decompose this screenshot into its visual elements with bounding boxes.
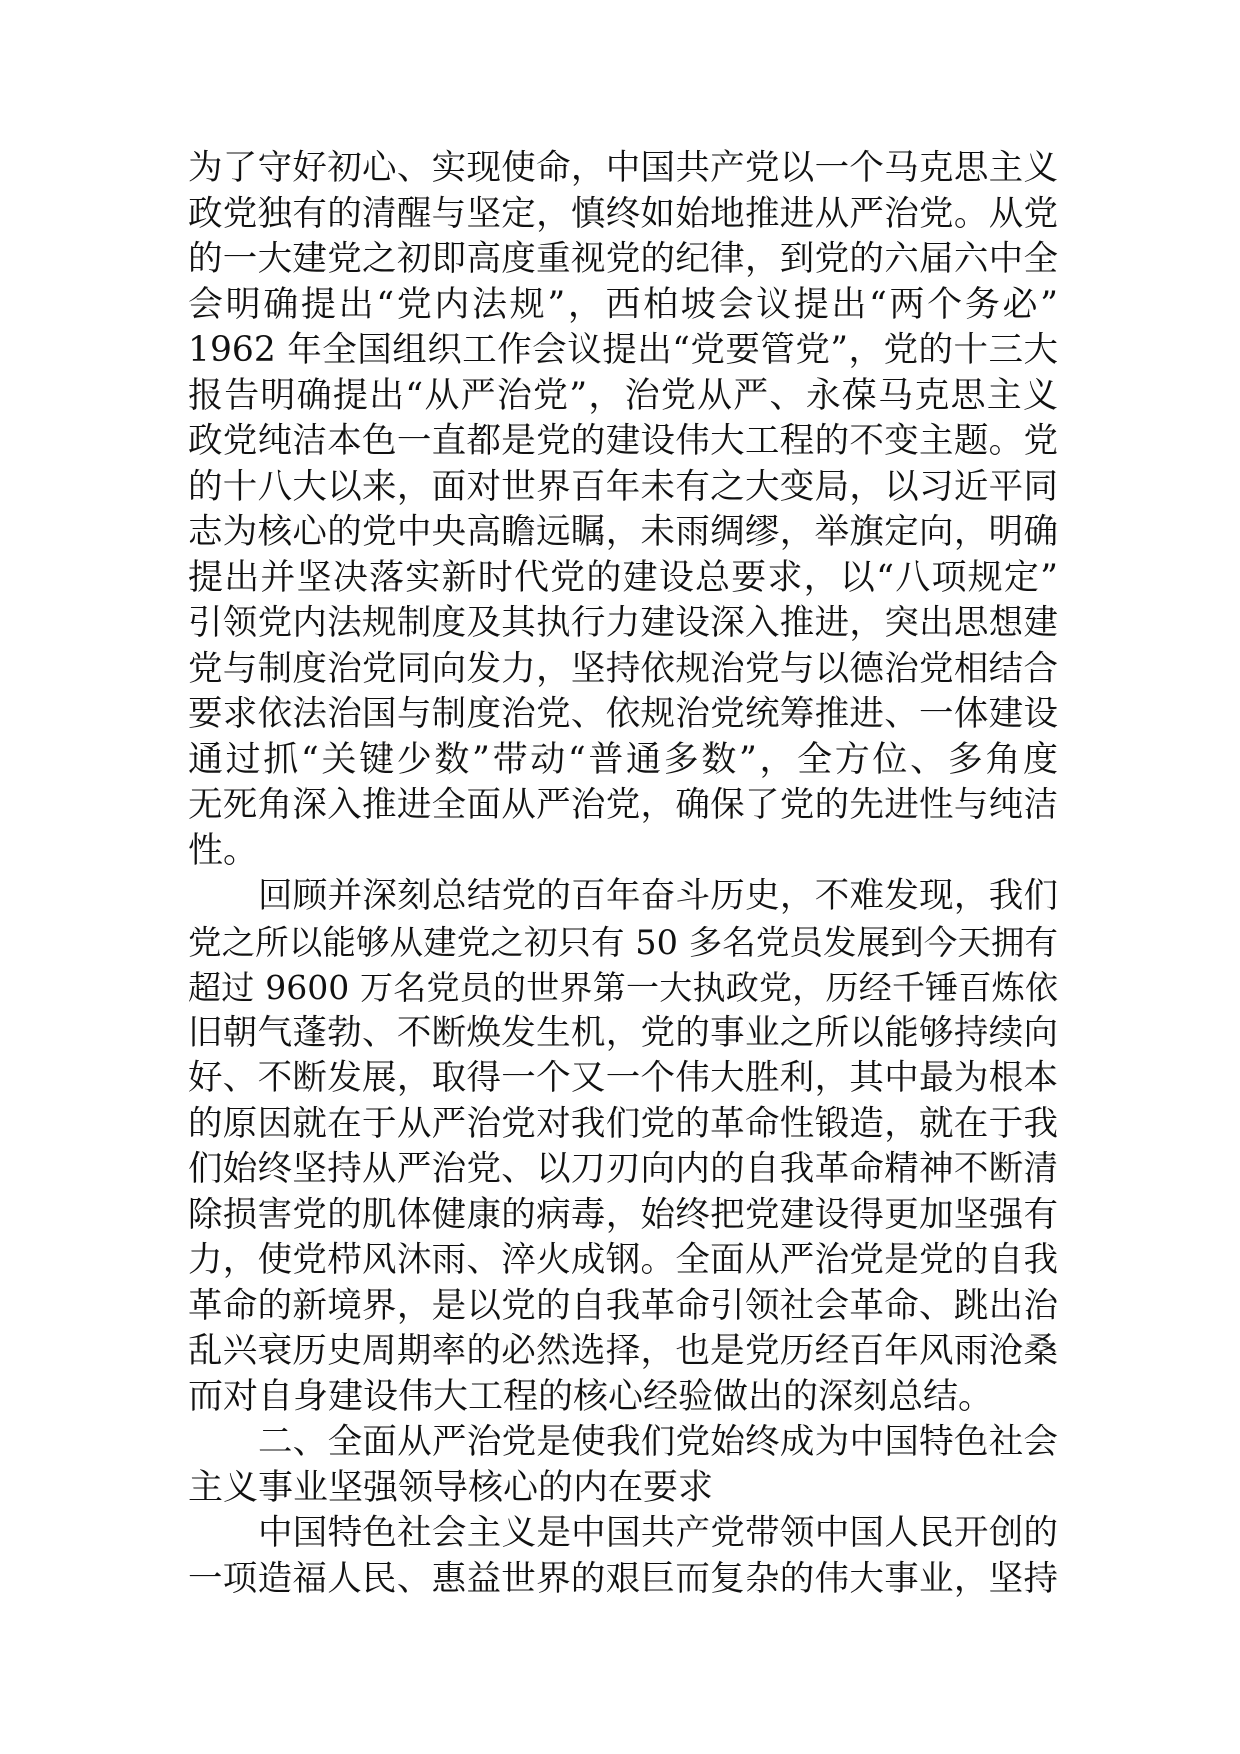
- text-line: 通过抓“关键少数”带动“普通多数”，全方位、多角度: [188, 739, 1058, 780]
- text-line: 中国特色社会主义是中国共产党带领中国人民开创的: [258, 1513, 1058, 1553]
- text-line: 二、全面从严治党是使我们党始终成为中国特色社会: [258, 1422, 1058, 1462]
- text-line: 们始终坚持从严治党、以刀刃向内的自我革命精神不断清: [188, 1149, 1058, 1189]
- text-line: 报告明确提出“从严治党”，治党从严、永葆马克思主义: [188, 375, 1058, 416]
- text-line: 的原因就在于从严治党对我们党的革命性锻造，就在于我: [188, 1103, 1058, 1144]
- text-line: 超过 9600 万名党员的世界第一大执政党，历经千锤百炼依: [188, 968, 1058, 1007]
- text-line: 旧朝气蓬勃、不断焕发生机，党的事业之所以能够持续向: [188, 1012, 1058, 1053]
- text-line: 革命的新境界，是以党的自我革命引领社会革命、跳出治: [188, 1285, 1058, 1326]
- text-line: 1962 年全国组织工作会议提出“党要管党”，党的十三大: [188, 330, 1058, 370]
- text-line: 政党独有的清醒与坚定，慎终如始地推进从严治党。从党: [188, 193, 1058, 234]
- text-line: 要求依法治国与制度治党、依规治党统筹推进、一体建设: [188, 694, 1058, 734]
- text-line: 乱兴衰历史周期率的必然选择，也是党历经百年风雨沧桑: [188, 1331, 1058, 1371]
- text-line: 力，使党栉风沐雨、淬火成钢。全面从严治党是党的自我: [188, 1240, 1058, 1280]
- text-line: 一项造福人民、惠益世界的艰巨而复杂的伟大事业，坚持: [188, 1558, 1058, 1599]
- document-body: [188, 146, 1058, 1602]
- text-line: 的十八大以来，面对世界百年未有之大变局，以习近平同: [188, 466, 1058, 507]
- text-line: 的一大建党之初即高度重视党的纪律，到党的六届六中全: [188, 239, 1058, 279]
- text-line: 性。: [188, 830, 259, 871]
- text-line: 而对自身建设伟大工程的核心经验做出的深刻总结。: [188, 1376, 994, 1417]
- text-line: 回顾并深刻总结党的百年奋斗历史，不难发现，我们: [258, 876, 1058, 916]
- text-line: 引领党内法规制度及其执行力建设深入推进，突出思想建: [188, 603, 1058, 643]
- text-line: 政党纯洁本色一直都是党的建设伟大工程的不变主题。党: [188, 421, 1058, 461]
- text-line: 为了守好初心、实现使命，中国共产党以一个马克思主义: [188, 148, 1058, 188]
- text-line: 会明确提出“党内法规”，西柏坡会议提出“两个务必”: [188, 284, 1058, 325]
- text-line: 党之所以能够从建党之初只有 50 多名党员发展到今天拥有: [188, 922, 1058, 962]
- text-line: 无死角深入推进全面从严治党，确保了党的先进性与纯洁: [188, 785, 1058, 825]
- text-line: 志为核心的党中央高瞻远瞩，未雨绸缪，举旗定向，明确: [188, 512, 1058, 552]
- text-line: 主义事业坚强领导核心的内在要求: [188, 1467, 714, 1508]
- text-line: 提出并坚决落实新时代党的建设总要求，以“八项规定”: [188, 557, 1058, 598]
- text-line: 好、不断发展，取得一个又一个伟大胜利，其中最为根本: [188, 1058, 1058, 1098]
- text-line: 除损害党的肌体健康的病毒，始终把党建设得更加坚强有: [188, 1194, 1058, 1235]
- text-line: 党与制度治党同向发力，坚持依规治党与以德治党相结合: [188, 648, 1058, 689]
